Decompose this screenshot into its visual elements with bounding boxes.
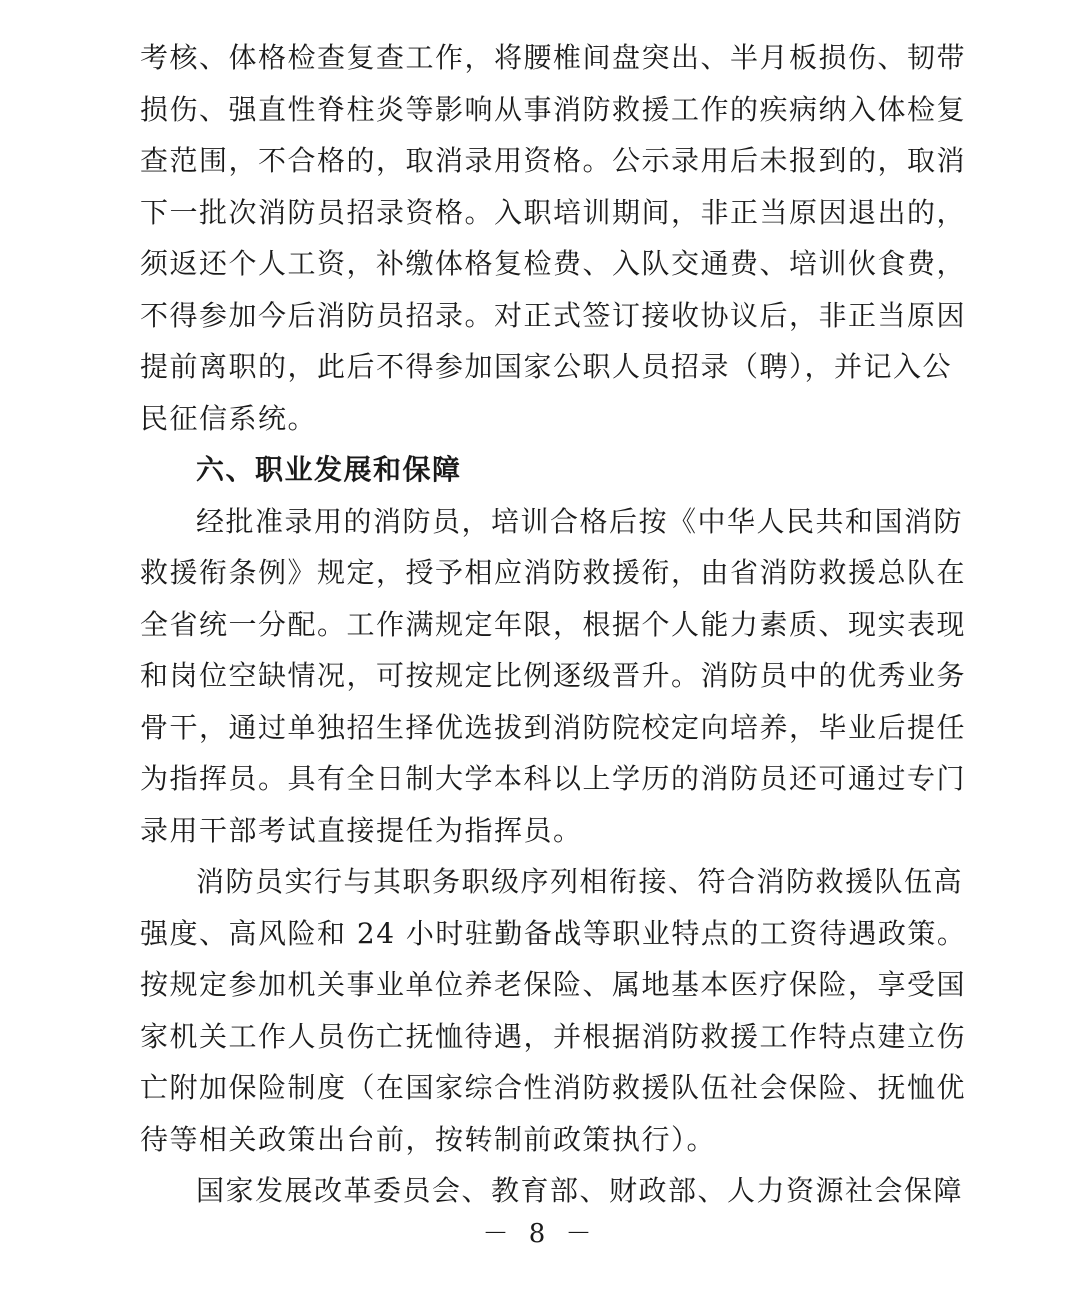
text-line: 损伤、强直性脊柱炎等影响从事消防救援工作的疾病纳入体检复 (140, 92, 967, 126)
text-line: 为指挥员。具有全日制大学本科以上学历的消防员还可通过专门 (140, 762, 967, 795)
text-line: 国家发展改革委员会、教育部、财政部、人力资源社会保障 (196, 1174, 964, 1207)
text-line: 全省统一分配。工作满规定年限，根据个人能力素质、现实表现 (140, 607, 967, 641)
text-line: 须返还个人工资，补缴体格复检费、入队交通费、培训伙食费， (140, 247, 967, 280)
text-line: 下一批次消防员招录资格。入职培训期间，非正当原因退出的， (140, 195, 967, 229)
text-line: 考核、体格检查复查工作，将腰椎间盘突出、半月板损伤、韧带 (140, 41, 967, 74)
text-line: 不得参加今后消防员招录。对正式签订接收协议后，非正当原因 (140, 298, 967, 332)
text-line: 经批准录用的消防员，培训合格后按《中华人民共和国消防 (196, 504, 964, 538)
text-line: 待等相关政策出台前，按转制前政策执行）。 (140, 1122, 717, 1156)
text-line: 和岗位空缺情况，可按规定比例逐级晋升。消防员中的优秀业务 (140, 659, 967, 692)
text-line: 救援衔条例》规定，授予相应消防救援衔，由省消防救援总队在 (140, 556, 967, 589)
text-line: 强度、高风险和 24 小时驻勤备战等职业特点的工资待遇政策。 (140, 916, 967, 950)
text-line: 家机关工作人员伤亡抚恤待遇，并根据消防救援工作特点建立伤 (140, 1019, 967, 1053)
text-line: 骨干，通过单独招生择优选拔到消防院校定向培养，毕业后提任 (140, 710, 967, 744)
text-line: 查范围，不合格的，取消录用资格。公示录用后未报到的，取消 (140, 144, 967, 177)
text-line: 消防员实行与其职务职级序列相衔接、符合消防救援队伍高 (196, 865, 964, 898)
section-heading: 六、职业发展和保障 (196, 453, 462, 486)
page-number: － 8 － (482, 1219, 598, 1249)
text-line: 民征信系统。 (140, 401, 318, 435)
text-line: 按规定参加机关事业单位养老保险、属地基本医疗保险，享受国 (140, 968, 967, 1001)
text-line: 提前离职的，此后不得参加国家公职人员招录（聘），并记入公 (140, 350, 953, 383)
text-line: 录用干部考试直接提任为指挥员。 (140, 813, 583, 847)
text-line: 亡附加保险制度（在国家综合性消防救援队伍社会保险、抚恤优 (140, 1071, 967, 1104)
